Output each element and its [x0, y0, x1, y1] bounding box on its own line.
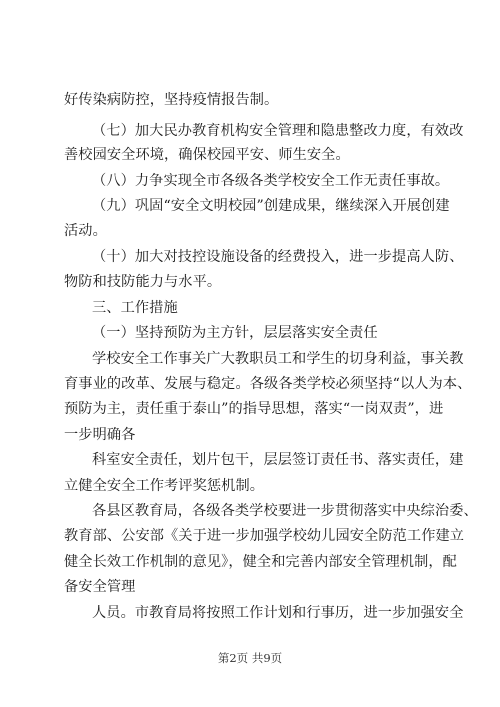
text-line: 预防为主，责任重于泰山”的指导思想，落实“一岗双责”，进: [64, 401, 444, 417]
text-line: 学校安全工作事关广大教职员工和学生的切身利益，事关教: [92, 351, 464, 367]
text-line: （九）巩固“安全文明校园”创建成果，继续深入开展创建: [92, 198, 450, 214]
text-line: 育事业的改革、发展与稳定。各级各类学校必须坚持“以人为本、: [64, 376, 472, 392]
text-line: 人员。市教育局将按照工作计划和行事历，进一步加强安全: [92, 605, 464, 621]
subsection-heading: （一）坚持预防为主方针，层层落实安全责任: [92, 325, 378, 341]
text-line: 各县区教育局，各级各类学校要进一步贯彻落实中央综治委、: [92, 503, 478, 519]
text-line: 立健全安全工作考评奖惩机制。: [64, 478, 265, 494]
section-heading: 三、工作措施: [92, 300, 178, 316]
text-line: 健全长效工作机制的意见》，健全和完善内部安全管理机制，配: [64, 554, 457, 570]
text-line: （十）加大对技控设施设备的经费投入，进一步提高人防、: [92, 249, 464, 265]
text-line: 一步明确各: [64, 427, 136, 443]
text-line: 好传染病防控，坚持疫情报告制。: [64, 92, 279, 108]
text-line: （七）加大民办教育机构安全管理和隐患整改力度，有效改: [92, 123, 464, 139]
text-line: 善校园安全环境，确保校园平安、师生安全。: [64, 147, 350, 163]
page-number-footer: 第2页 共9页: [217, 651, 283, 665]
text-line: 活动。: [64, 223, 107, 239]
text-line: 物防和技防能力与水平。: [64, 274, 222, 290]
text-line: 科室安全责任，划片包干，层层签订责任书、落实责任，建: [92, 452, 464, 468]
text-line: 教育部、公安部《关于进一步加强学校幼儿园安全防范工作建立: [64, 528, 465, 544]
text-line: （八）力争实现全市各级各类学校安全工作无责任事故。: [92, 173, 450, 189]
text-line: 备安全管理: [64, 579, 136, 595]
